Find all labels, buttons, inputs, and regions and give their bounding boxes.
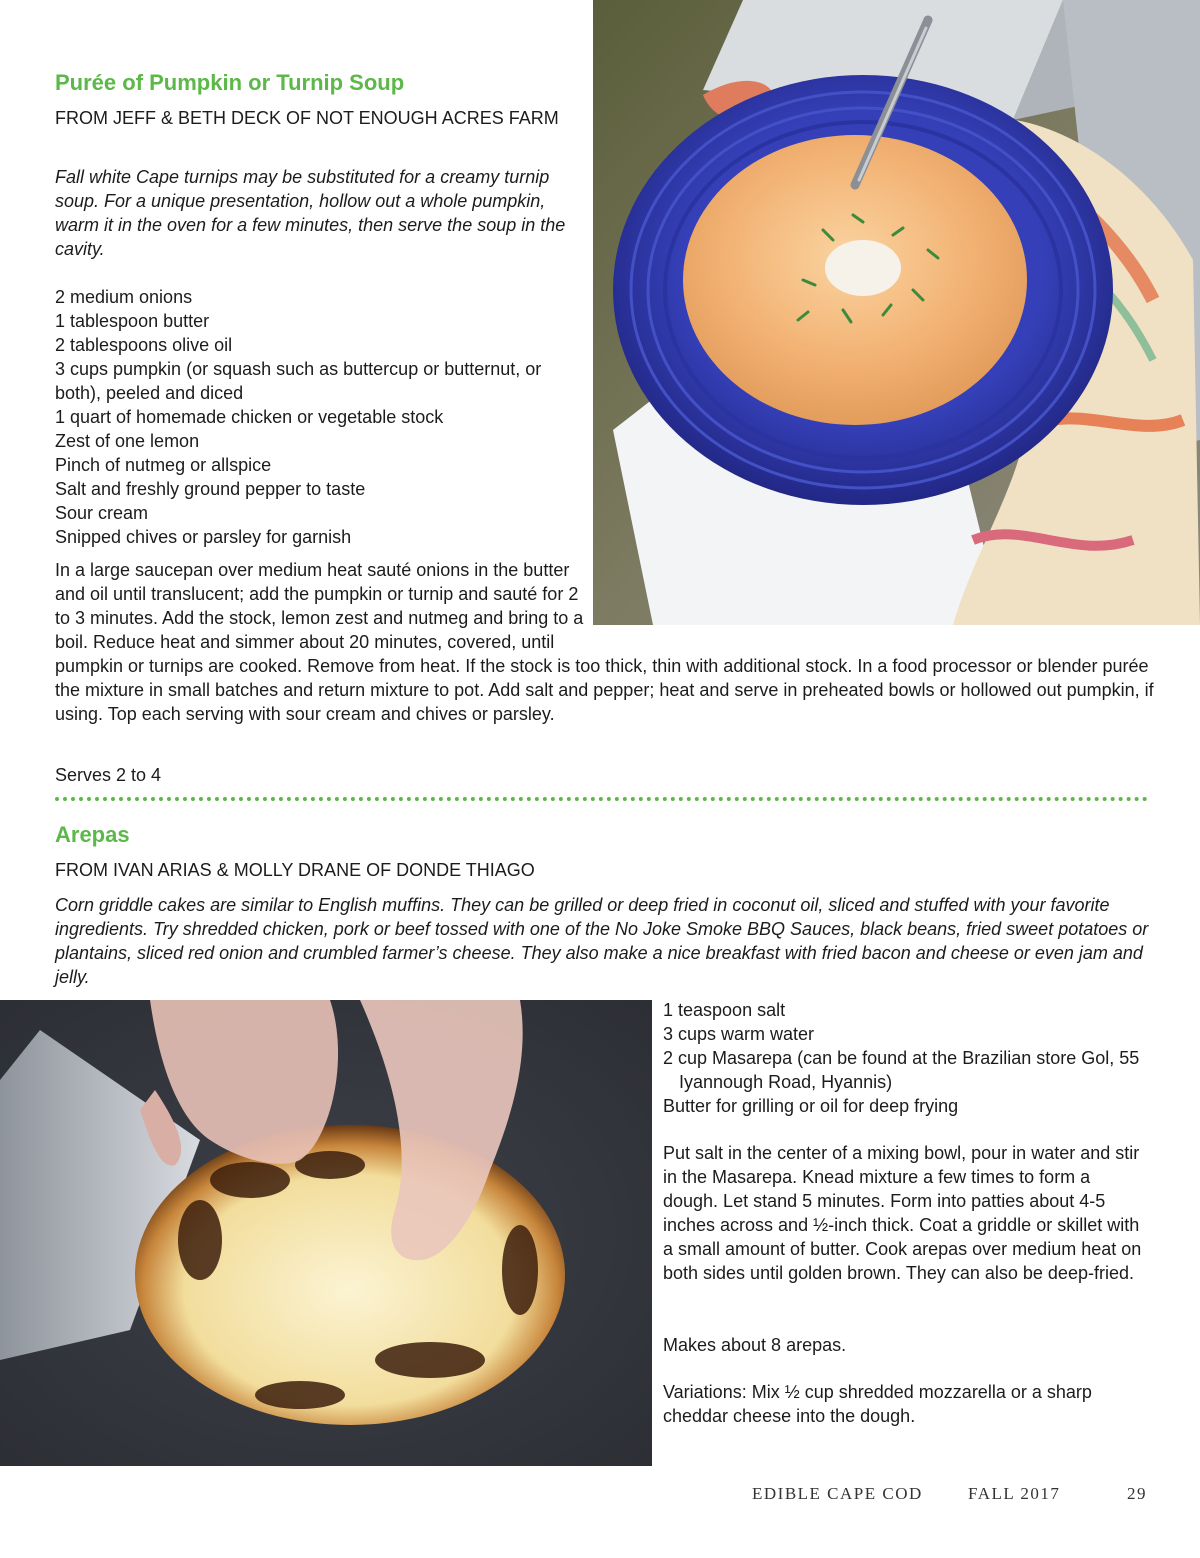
- soup-intro: Fall white Cape turnips may be substituted for a creamy turnip soup. For a unique presentation, hollow out a whole pumpkin, warm it in the oven for a few minutes, then serve the soup in the cavity.: [55, 167, 566, 259]
- list-item: Salt and freshly ground pepper to taste: [55, 479, 366, 499]
- section-divider: [55, 797, 1148, 801]
- list-item: 3 cups pumpkin (or squash such as buttercup or butternut, or both), peeled and diced: [55, 359, 542, 403]
- soup-photo: [593, 0, 1200, 625]
- soup-byline: FROM JEFF & BETH DECK OF NOT ENOUGH ACRES FARM: [55, 108, 559, 128]
- arepas-intro: Corn griddle cakes are similar to English muffins. They can be grilled or deep fried in coconut oil, sliced and stuffed with your favorite ingredients. Try shredded chicken, pork or beef tossed with one of the No Joke Smoke BBQ Sauces, black beans, fried sweet potatoes or plantains, sliced red onion and crumbled farmer’s cheese. They also make a nice breakfast with fried bacon and cheese or even jam and jelly.: [55, 895, 1149, 987]
- list-item: 2 tablespoons olive oil: [55, 335, 233, 355]
- arepas-yield: Makes about 8 arepas.: [663, 1335, 847, 1355]
- arepas-directions: Put salt in the center of a mixing bowl, pour in water and stir in the Masarepa. Knead mixture a few times to form a dough. Let stand 5 minutes. Form into patties about 4-5 inches across and ½-inch thick. Coat a griddle or skillet with a small amount of butter. Cook arepas over medium heat on both sides until golden brown. They can also be deep-fried.: [663, 1143, 1142, 1283]
- list-item: 2 medium onions: [55, 287, 193, 307]
- list-item: Snipped chives or parsley for garnish: [55, 527, 352, 547]
- list-item: Sour cream: [55, 503, 149, 523]
- arepas-ingredient-list: [663, 998, 1153, 1118]
- soup-directions-block: [55, 558, 1155, 726]
- arepa-photo: [0, 1000, 652, 1466]
- list-item: Butter for grilling or oil for deep frying: [663, 1096, 959, 1116]
- soup-directions: In a large saucepan over medium heat sauté onions in the butter and oil until translucent; add the pumpkin or turnip and sauté for 2 to 3 minutes. Add the stock, lemon zest and nutmeg and bring to a boil. Reduce heat and simmer about 20 minutes, covered, until pumpkin or turnips are cooked. Remove from heat. If the stock is too thick, thin with additional stock. In a food processor or blender purée the mixture in small batches and return mixture to pot. Add salt and pepper; heat and serve in preheated bowls or hollowed out pumpkin, if using. Top each serving with sour cream and chives or parsley.: [55, 560, 1154, 724]
- list-item: Zest of one lemon: [55, 431, 200, 451]
- list-item: 3 cups warm water: [663, 1024, 815, 1044]
- list-item: 1 quart of homemade chicken or vegetable stock: [55, 407, 444, 427]
- soup-title: Purée of Pumpkin or Turnip Soup: [55, 70, 405, 95]
- photo-wrap-spacer: [595, 558, 1155, 644]
- arepas-byline: FROM IVAN ARIAS & MOLLY DRANE OF DONDE THIAGO: [55, 860, 535, 880]
- list-item: 1 teaspoon salt: [663, 1000, 786, 1020]
- list-item: Pinch of nutmeg or allspice: [55, 455, 272, 475]
- list-item: 2 cup Masarepa (can be found at the Brazilian store Gol, 55 Iyannough Road, Hyannis): [663, 1048, 1140, 1092]
- arepas-variations: Variations: Mix ½ cup shredded mozzarella or a sharp cheddar cheese into the dough.: [663, 1382, 1092, 1426]
- page-number: 29: [1127, 1484, 1147, 1503]
- footer-issue: FALL 2017: [968, 1484, 1061, 1503]
- footer-magazine: EDIBLE CAPE COD: [752, 1484, 923, 1503]
- soup-serves: Serves 2 to 4: [55, 765, 162, 785]
- list-item: 1 tablespoon butter: [55, 311, 210, 331]
- arepas-title: Arepas: [55, 822, 130, 847]
- soup-ingredient-list: [55, 285, 583, 549]
